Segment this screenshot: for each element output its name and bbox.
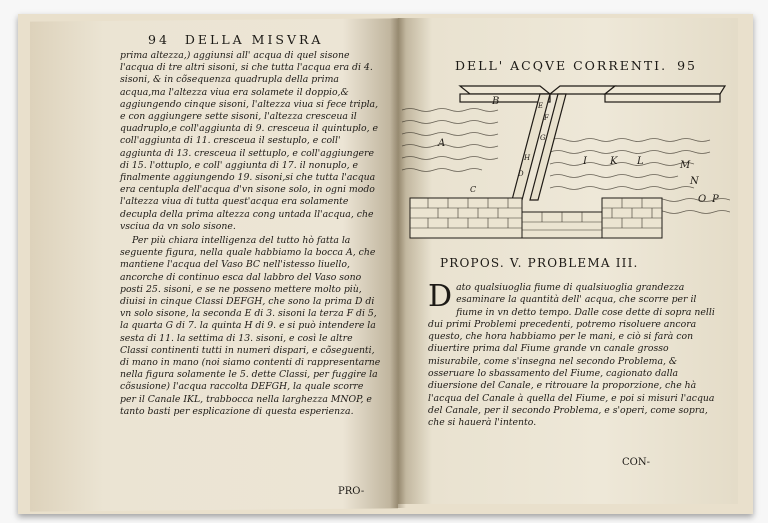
figure-label-k: K [610,156,618,167]
figure-label-i: I [583,156,587,167]
figure-label-d: D [518,170,524,178]
right-page-header [455,58,697,73]
left-paragraph-2: Per più chiara intelligenza del tutto hò fatta la seguente figura, nella quale habbiamo la bocca A, che mantiene l'acqua del Vaso BC nell'istesso liuello, ancorche di continuo esca dal labbro del Vaso sono posti 25. sisoni, e se ne posseno mettere molto più, diuisi in cinque Classi DEFGH, che sono la prima D di vn solo sisone, la seconda E di 3. sisoni la terza F di 5, la quarta G di 7. la quinta H di 9. e si può intendere la sesta di 11. la settima di 13. sisoni, e così le altre Classi continenti tutti in numeri dispari, e cõseguenti, di mano in mano (noi siamo contenti di rappresentarne nella figura solamente le 5. dette Classi, per fuggire la cõsusione) l'acqua raccolta DEFGH, la quale scorre per il Canale IKL, trabbocca nella larghezza MNOP, e tanto basti per esplicazione di questa esperienza. [120,235,381,417]
right-page-number: 95 [677,58,697,73]
figure-label-a: A [438,138,446,149]
left-page-number: 94 [148,32,170,47]
figure-label-g: G [540,134,546,142]
left-running-head: DELLA MISVRA [184,32,324,47]
proposition-heading: PROPOS. V. PROBLEMA III. [440,256,639,270]
figure-label-p: P [712,194,719,205]
drop-cap: D [428,279,453,314]
figure-label-m: M [680,160,691,171]
woodcut-figure [400,80,730,240]
figure-label-l: L [637,156,644,167]
figure-label-b: B [492,96,500,107]
right-page-text [428,279,722,430]
figure-label-c: C [470,185,477,194]
right-running-head: DELL' ACQVE CORRENTI. [455,58,668,73]
left-page-header [148,32,323,47]
figure-label-f: F [544,114,549,122]
right-catchword: CON- [622,457,650,468]
left-catchword: PRO- [338,486,365,497]
figure-label-h: H [524,154,531,162]
left-page-text [120,50,382,418]
figure-label-e: E [538,102,544,110]
left-paragraph-1: prima altezza,) aggiunsi all' acqua di quel sisone l'acqua di tre altri sisoni, si che tutta l'acqua era di 4. sisoni, & in cõsequenza quadrupla della prima acqua,ma l'altezza viua era solamete il doppio,& aggiungendo cinque sisoni, l'altezza viua si fece tripla, e con aggiungere sette sisoni, l'altezza cresceua il quadruplo,e coll'aggiunta di 9. cresceua il quintuplo, e coll'aggiunta di 11. cresceua il sestuplo, e coll' aggiunta di 13. cresceua il settuplo, e coll'aggiungere di 15. l'ottuplo, e coll' aggiunta di 17. il nonuplo, e finalmente aggiungendo 19. sisoni,si che tutta l'acqua era centupla dell'acqua d'vn sisone solo, in ogni modo l'altezza viua di tutta quest'acqua era solamente decupla della prima altezza cong untada ll'acqua, che vsciua da vn solo sisone. [120,50,379,232]
right-paragraph: ato qualsiuoglia fiume di qualsiuoglia grandezza esaminare la quantità dell' acqua, che scorre per il fiume in vn detto tempo. Dalle cose dette di sopra nelli dui primi Problemi precedenti, potremo risoluere ancora questo, che hora habbiamo per le mani, e ciò si farà con diuertire prima dal Fiume grande vn canale grosso misurabile, come s'insegna nel secondo Problema, & osseruare lo sbassamento del Fiume, cagionato dalla diuersione del Canale, e ritrouare la proporzione, che hà l'acqua del Canale à quella del Fiume, e poi si misuri l'acqua del Canale, per il secondo Problema, e s'operi, come sopra, che si hauerà l'intento. [428,282,715,429]
figure-label-o: O [698,194,707,205]
figure-label-n: N [690,176,699,187]
